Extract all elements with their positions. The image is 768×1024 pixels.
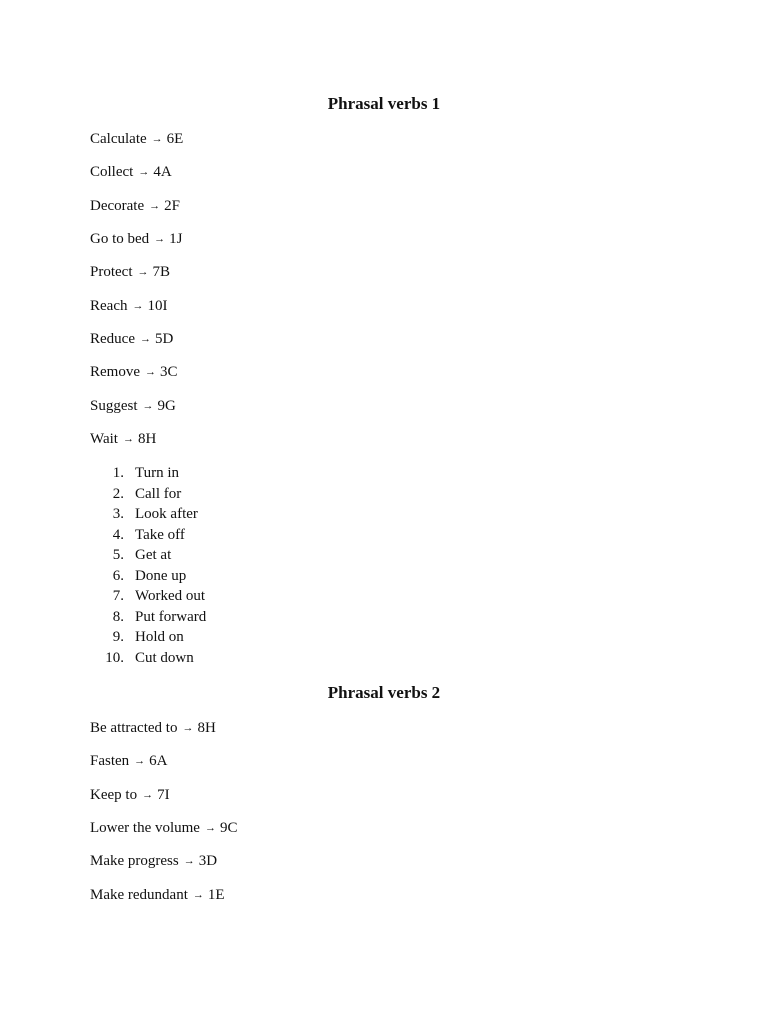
list-item (90, 627, 206, 648)
list-number: 9. (112, 629, 124, 645)
list-item-text: Look after (135, 506, 198, 522)
arrow-icon: → (139, 333, 151, 345)
answer-line (90, 197, 180, 215)
answer-code: 9C (219, 820, 238, 836)
answer-line (90, 397, 176, 415)
phrasal-verb-list (90, 463, 206, 668)
list-item (90, 545, 206, 566)
list-number: 7. (112, 588, 124, 604)
answer-line (90, 819, 237, 837)
arrow-icon: → (183, 855, 195, 867)
verb-text: Calculate (90, 131, 147, 147)
verb-text: Fasten (90, 753, 130, 769)
arrow-icon: → (204, 822, 216, 834)
answer-line (90, 163, 172, 181)
answer-line (90, 297, 167, 315)
verb-text: Keep to (90, 787, 138, 803)
answer-code: 5D (154, 331, 174, 347)
arrow-icon: → (134, 755, 146, 767)
arrow-icon: → (138, 166, 150, 178)
arrow-icon: → (192, 889, 204, 901)
section-2-title: Phrasal verbs 2 (327, 683, 441, 702)
arrow-icon: → (182, 722, 194, 734)
answer-line (90, 719, 216, 737)
verb-text: Decorate (90, 198, 145, 214)
arrow-icon: → (151, 133, 163, 145)
list-item-text: Hold on (135, 629, 184, 645)
answer-line (90, 363, 178, 381)
answer-code: 3D (198, 853, 218, 869)
verb-text: Make progress (90, 853, 179, 869)
arrow-icon: → (154, 233, 166, 245)
verb-text: Collect (90, 164, 134, 180)
verb-text: Protect (90, 264, 133, 280)
answer-code: 10I (147, 298, 168, 314)
answer-line (90, 752, 168, 770)
list-item (90, 566, 206, 587)
list-number: 6. (112, 567, 124, 584)
list-item-text: Worked out (135, 588, 206, 604)
list-item-text: Turn in (135, 465, 180, 481)
answer-code: 8H (137, 431, 157, 447)
verb-text: Go to bed (90, 231, 150, 247)
verb-text: Be attracted to (90, 720, 178, 736)
answer-line (90, 130, 183, 148)
verb-text: Make redundant (90, 887, 188, 903)
answer-line (90, 886, 225, 904)
answer-code: 3C (160, 364, 178, 380)
answer-code: 6E (166, 131, 184, 147)
list-item-text: Put forward (135, 608, 207, 625)
verb-text: Reduce (90, 331, 135, 347)
list-item-text: Take off (135, 526, 185, 543)
list-item (90, 586, 206, 607)
answer-code: 7B (152, 264, 171, 280)
answer-code: 4A (153, 164, 172, 180)
arrow-icon: → (142, 400, 154, 412)
section-1-title: Phrasal verbs 1 (327, 94, 441, 113)
answer-code: 2F (164, 198, 180, 214)
list-item (90, 504, 206, 525)
answer-line (90, 263, 170, 281)
answer-code: 7I (157, 787, 170, 803)
answer-code: 6A (149, 753, 168, 769)
answer-code: 8H (197, 720, 216, 736)
verb-text: Wait (90, 431, 118, 447)
list-item-text: Get at (135, 547, 172, 563)
list-item (90, 484, 206, 505)
answer-line (90, 230, 183, 248)
list-number: 1. (112, 465, 124, 481)
list-number: 3. (112, 506, 124, 522)
answer-line (90, 786, 170, 804)
arrow-icon: → (132, 300, 144, 312)
list-number: 8. (112, 608, 124, 625)
answer-line (90, 430, 156, 448)
verb-text: Lower the volume (90, 820, 200, 836)
list-item (90, 525, 206, 546)
verb-text: Suggest (90, 398, 138, 414)
list-number: 5. (112, 547, 124, 563)
answer-line (90, 330, 173, 348)
list-item (90, 648, 206, 669)
list-item-text: Cut down (135, 649, 194, 666)
list-item-text: Call for (135, 485, 182, 502)
arrow-icon: → (145, 366, 156, 378)
verb-text: Remove (90, 364, 140, 380)
arrow-icon: → (122, 433, 134, 445)
answer-code: 1E (207, 887, 225, 903)
verb-text: Reach (90, 298, 128, 314)
answer-code: 1J (169, 231, 183, 247)
arrow-icon: → (142, 789, 154, 801)
list-item-text: Done up (135, 567, 187, 584)
arrow-icon: → (137, 266, 149, 278)
list-number: 2. (112, 485, 124, 502)
list-item (90, 463, 206, 484)
list-number: 10. (105, 649, 124, 666)
answer-line (90, 852, 217, 870)
list-item (90, 607, 206, 628)
answer-code: 9G (157, 398, 176, 414)
arrow-icon: → (149, 200, 161, 212)
list-number: 4. (112, 526, 124, 543)
